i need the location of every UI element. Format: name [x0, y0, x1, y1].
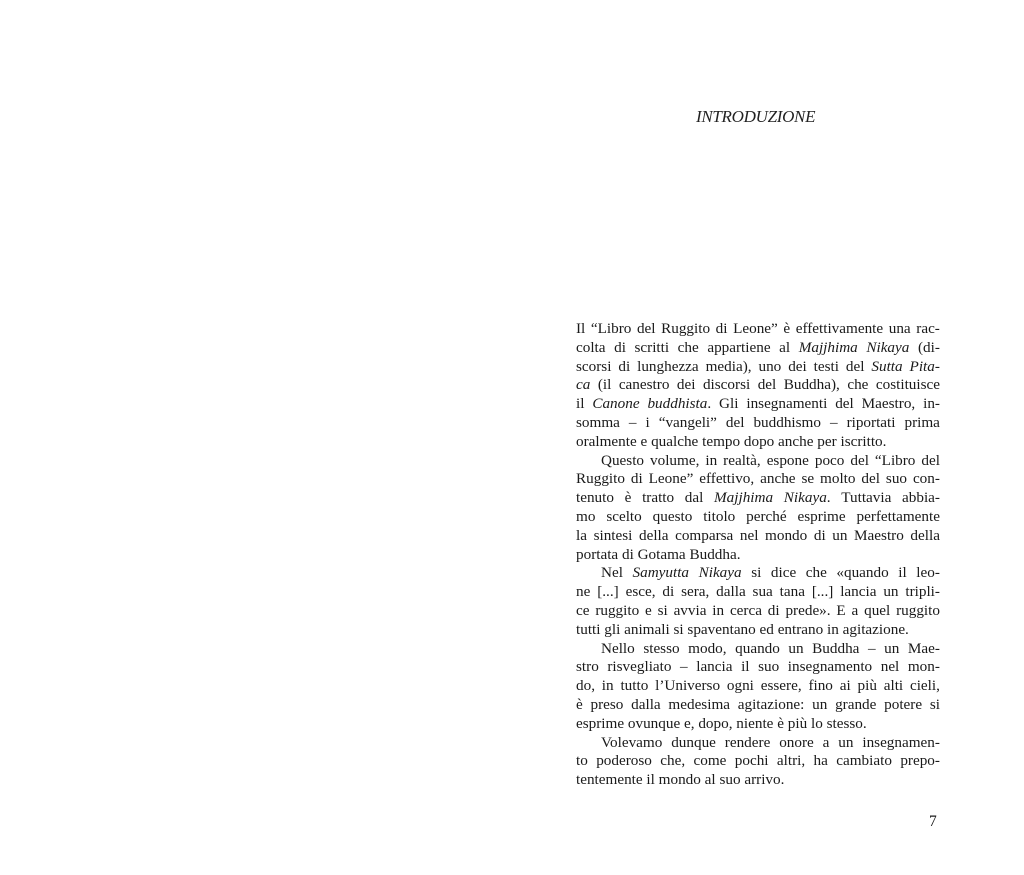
word: il: [576, 395, 585, 413]
word: abbia-: [902, 489, 940, 507]
word: come: [693, 752, 727, 770]
word: è: [777, 714, 784, 732]
word: di: [662, 583, 675, 601]
word: Il: [576, 320, 586, 337]
word: uno: [758, 357, 782, 375]
word: e: [645, 601, 652, 619]
word: di: [813, 526, 826, 544]
word: essere,: [760, 677, 802, 695]
word: E: [836, 601, 846, 619]
page-number: 7: [929, 813, 937, 830]
word: l’Universo: [655, 677, 721, 695]
word: della: [638, 526, 669, 544]
word: Nel: [601, 564, 623, 582]
word: buddhismo: [753, 413, 821, 431]
word: lancia: [840, 583, 877, 601]
word: in: [827, 620, 839, 638]
word: ed: [759, 620, 774, 638]
word: questo: [652, 507, 693, 525]
word: mon-: [907, 658, 940, 676]
word: dice: [770, 564, 797, 582]
word: e: [640, 432, 648, 450]
text-line: [576, 489, 940, 508]
word: di: [618, 357, 631, 375]
word: in: [712, 601, 725, 619]
text-line: [576, 527, 940, 546]
word: dopo: [743, 432, 775, 450]
word: qualche: [651, 432, 699, 450]
text-line: [576, 752, 940, 771]
word: Nikaya: [783, 489, 827, 507]
word: altri,: [776, 752, 806, 770]
word: un: [838, 733, 854, 751]
word: modo,: [688, 639, 727, 657]
word: “vangeli”: [658, 413, 717, 431]
word: quel: [864, 601, 891, 619]
word: .: [707, 395, 712, 413]
text-line: [576, 677, 940, 696]
word: “Libro: [874, 451, 916, 469]
word: tripli-: [905, 583, 940, 601]
word: scritti: [634, 338, 670, 356]
word: ce: [576, 601, 590, 619]
word: discorsi: [702, 376, 751, 394]
word: Majjhima: [798, 338, 858, 356]
word: Buddha: [812, 639, 860, 657]
text-line: [576, 564, 940, 583]
word: alti: [883, 677, 904, 695]
word: “Libro: [590, 320, 632, 337]
word: pochi: [734, 752, 769, 770]
word: canestro: [618, 376, 670, 394]
word: e,: [683, 714, 695, 732]
word: per: [817, 432, 837, 450]
word: i: [645, 413, 650, 431]
word: è: [624, 489, 632, 507]
word: appartiene: [707, 338, 771, 356]
word: do,: [576, 677, 595, 695]
word: sintesi: [593, 526, 633, 544]
word: somma: [576, 413, 620, 431]
word: rendere: [724, 733, 771, 751]
word: prede».: [785, 601, 831, 619]
word: rac-: [916, 320, 940, 337]
word: effettivo,: [699, 470, 755, 488]
word: lunghezza: [637, 357, 699, 375]
word: entrano: [777, 620, 824, 638]
word: poco: [814, 451, 845, 469]
word: nel: [880, 658, 900, 676]
word: riportati: [846, 413, 896, 431]
text-line: [576, 376, 940, 395]
word: quando: [735, 639, 780, 657]
word: dal: [684, 489, 704, 507]
paragraph: [576, 734, 940, 790]
word: agitazione:: [737, 695, 805, 713]
word: avvia: [673, 601, 707, 619]
word: a: [851, 601, 859, 619]
word: spaventano: [687, 620, 756, 638]
word: del: [845, 357, 865, 375]
word: agitazione.: [842, 620, 909, 638]
word: prima: [904, 413, 940, 431]
word: Gli: [719, 395, 739, 413]
word: realtà,: [723, 451, 761, 469]
word: che: [805, 564, 827, 582]
word: potere: [884, 695, 923, 713]
word: dunque: [671, 733, 716, 751]
paragraph: [576, 320, 940, 452]
word: cieli,: [909, 677, 940, 695]
word: in: [601, 677, 614, 695]
word: lancia: [696, 658, 733, 676]
word: del: [725, 413, 745, 431]
word: a: [822, 733, 830, 751]
word: suo: [885, 470, 908, 488]
text-line: [576, 621, 940, 640]
word: [...]: [597, 583, 619, 601]
word: tutto: [620, 677, 649, 695]
word: to: [576, 752, 588, 770]
word: tana: [779, 583, 805, 601]
paragraph: [576, 452, 940, 565]
word-group: [784, 489, 831, 508]
text-line: [576, 658, 940, 677]
word: ogni: [726, 677, 754, 695]
word: più: [857, 677, 877, 695]
word: ca: [576, 376, 591, 394]
word: prepo-: [900, 752, 940, 770]
word: Nikaya: [866, 338, 910, 356]
text-line: [576, 395, 940, 414]
word: titolo: [703, 507, 736, 525]
word: del: [835, 395, 854, 413]
word: tenuto: [576, 489, 614, 507]
word: il: [646, 771, 655, 789]
paragraph: [576, 640, 940, 734]
text-line: [576, 602, 940, 621]
word: dalla: [631, 695, 661, 713]
word: del: [861, 470, 880, 488]
word: medesima: [668, 695, 730, 713]
word: tratto: [642, 489, 675, 507]
text-line: [576, 734, 940, 753]
word: leo-: [916, 564, 940, 582]
word: comparsa: [675, 526, 734, 544]
word: colta: [576, 338, 606, 356]
word: animali: [624, 620, 670, 638]
word: di: [630, 470, 643, 488]
word: stro: [576, 658, 599, 676]
word: di: [621, 545, 634, 563]
word: costituisce: [875, 376, 940, 394]
word: –: [628, 413, 637, 431]
word: il: [741, 658, 750, 676]
word: Sutta: [871, 357, 903, 375]
word: la: [576, 526, 587, 544]
word: un: [788, 639, 804, 657]
word: portata: [576, 545, 619, 563]
word: insegnamenti: [746, 395, 828, 413]
word: tentemente: [576, 771, 643, 789]
word: mondo: [765, 526, 808, 544]
word: buddhista: [647, 395, 708, 413]
word: più: [787, 714, 808, 732]
word: che,: [660, 752, 686, 770]
word: cerca: [729, 601, 762, 619]
word: fino: [808, 677, 833, 695]
word: tutti: [576, 620, 601, 638]
text-line: [576, 546, 940, 565]
word: del: [636, 320, 656, 337]
word: tempo: [702, 432, 741, 450]
word-group: [647, 395, 711, 414]
word: è: [576, 695, 583, 713]
word: Nikaya: [698, 564, 742, 582]
word: si: [929, 695, 940, 713]
word: ruggito: [595, 601, 640, 619]
word: Canone: [592, 395, 640, 413]
word: Maestro,: [861, 395, 916, 413]
word: del: [757, 376, 777, 394]
word: (di-: [917, 338, 940, 356]
word: iscritto.: [840, 432, 887, 450]
word: Buddha.: [689, 545, 741, 563]
word: molto: [820, 470, 856, 488]
word: di: [715, 320, 728, 337]
word: Ruggito: [576, 470, 625, 488]
word: Buddha),: [783, 376, 840, 394]
word: si: [673, 620, 684, 638]
word: onore: [779, 733, 814, 751]
word: scelto: [606, 507, 642, 525]
word: nel: [739, 526, 759, 544]
word: dalla: [716, 583, 746, 601]
text-line: [576, 696, 940, 715]
word: del: [850, 451, 869, 469]
word: con-: [912, 470, 940, 488]
word: esce,: [625, 583, 656, 601]
word: ne: [576, 583, 591, 601]
text-line: [576, 339, 940, 358]
text-line: [576, 583, 940, 602]
word: Samyutta: [632, 564, 690, 582]
word: niente: [736, 714, 774, 732]
word: se: [801, 470, 815, 488]
text-line: [576, 452, 940, 471]
word: ruggito: [896, 601, 940, 619]
word: ha: [813, 752, 828, 770]
word: gli: [604, 620, 621, 638]
word: un: [884, 639, 900, 657]
word: Majjhima: [714, 489, 774, 507]
word: un: [883, 583, 899, 601]
word: [...]: [811, 583, 834, 601]
word: stesso.: [826, 714, 867, 732]
word: Leone”: [733, 320, 778, 337]
word: effettivamente: [795, 320, 884, 337]
word: espone: [766, 451, 809, 469]
word: (il: [597, 376, 612, 394]
text-line: [576, 508, 940, 527]
word: scorsi: [576, 357, 612, 375]
word: risvegliato: [607, 658, 672, 676]
word: –: [829, 413, 838, 431]
word: perfettamente: [856, 507, 940, 525]
word: dei: [676, 376, 696, 394]
word: Questo: [601, 451, 645, 469]
word: anche: [760, 470, 796, 488]
word: sera,: [681, 583, 710, 601]
word: oralmente: [576, 432, 637, 450]
word: cambiato: [836, 752, 892, 770]
text-line: [576, 414, 940, 433]
text-line: [576, 433, 940, 452]
word: del: [921, 451, 940, 469]
word: suo: [719, 771, 741, 789]
word: al: [704, 771, 716, 789]
word: .: [826, 489, 831, 507]
word: mo: [576, 507, 596, 525]
word: esprime: [576, 714, 625, 732]
chapter-heading: INTRODUZIONE: [696, 107, 816, 126]
word: è: [783, 320, 791, 337]
word: arrivo.: [744, 771, 785, 789]
word: si: [657, 601, 668, 619]
word: media),: [705, 357, 752, 375]
word: il: [898, 564, 907, 582]
word: che: [847, 376, 869, 394]
word: della: [910, 526, 940, 544]
text-line: [576, 320, 940, 339]
word: –: [680, 658, 688, 676]
word: al: [779, 338, 791, 356]
word: anche: [778, 432, 814, 450]
text-line: [576, 358, 940, 377]
word: Maestro: [854, 526, 904, 544]
word: Nello: [601, 639, 635, 657]
word: si: [751, 564, 762, 582]
text-line: [576, 771, 940, 790]
word: di: [614, 338, 626, 356]
word: Gotama: [637, 545, 686, 563]
word: suo: [758, 658, 780, 676]
word: che: [677, 338, 699, 356]
word: dopo,: [698, 714, 733, 732]
word: Mae-: [907, 639, 940, 657]
word: testi: [813, 357, 839, 375]
word: ai: [839, 677, 851, 695]
word: «quando: [836, 564, 889, 582]
word: preso: [590, 695, 624, 713]
word: Pita-: [909, 357, 940, 375]
word: stesso: [643, 639, 680, 657]
word: ovunque: [627, 714, 681, 732]
word: insegnamen-: [862, 733, 940, 751]
word: un: [812, 695, 828, 713]
word: in: [705, 451, 718, 469]
word: Volevamo: [601, 733, 663, 751]
word: esprime: [797, 507, 846, 525]
word: lo: [810, 714, 823, 732]
text-line: [576, 470, 940, 489]
body-text: [576, 320, 940, 790]
word: Ruggito: [661, 320, 711, 337]
word: volume,: [650, 451, 700, 469]
word: sua: [752, 583, 773, 601]
text-line: [576, 715, 940, 734]
word: poderoso: [596, 752, 652, 770]
word: insegnamento: [787, 658, 873, 676]
word: in-: [923, 395, 940, 413]
word: mondo: [658, 771, 701, 789]
word: di: [767, 601, 780, 619]
word: grande: [835, 695, 877, 713]
word: Leone”: [648, 470, 694, 488]
word: un: [832, 526, 848, 544]
paragraph: [576, 564, 940, 639]
word: Tuttavia: [841, 489, 892, 507]
word: –: [867, 639, 876, 657]
word: perché: [746, 507, 787, 525]
word: dei: [788, 357, 807, 375]
word: una: [888, 320, 911, 337]
text-line: [576, 640, 940, 659]
